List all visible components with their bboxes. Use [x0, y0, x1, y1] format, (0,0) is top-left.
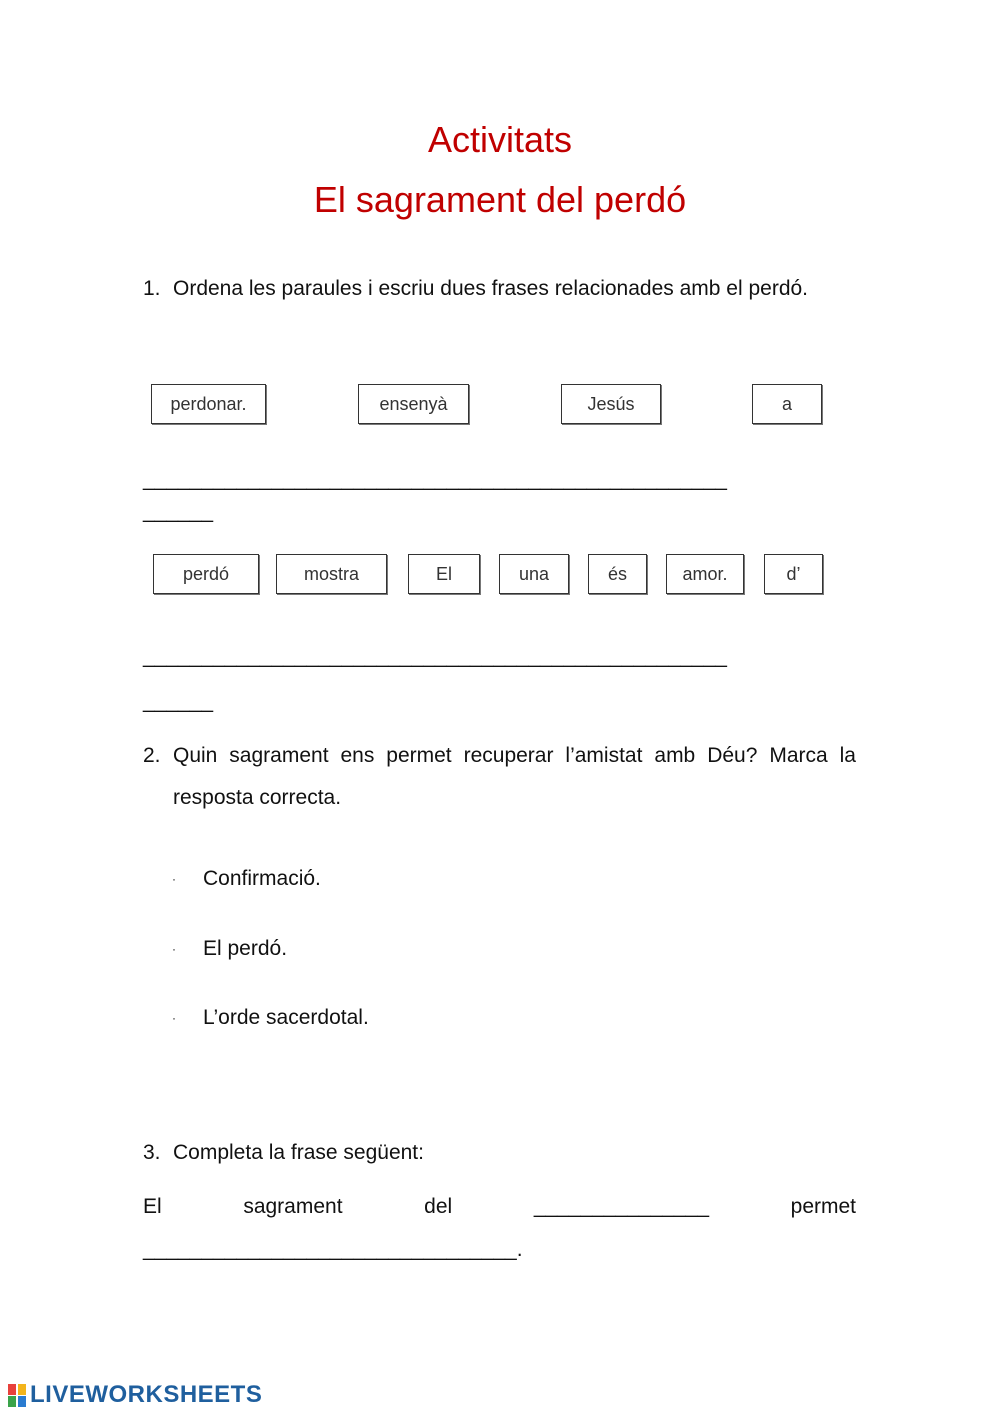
liveworksheets-logo-icon — [8, 1382, 28, 1408]
question-3-text: Completa la frase següent: — [173, 1141, 424, 1164]
question-2 — [143, 735, 856, 819]
word-tile[interactable]: ensenyà — [358, 384, 469, 424]
question-1 — [143, 268, 856, 310]
bullet-icon: · — [172, 872, 176, 887]
answer-line[interactable]: __________________________________________________ — [143, 645, 727, 668]
option-label: El perdó. — [203, 937, 288, 961]
blank-2[interactable]: ________________________________ — [143, 1238, 517, 1261]
answer-line[interactable]: ______ — [143, 690, 214, 713]
option-confirmacio[interactable] — [172, 866, 321, 892]
answer-line[interactable]: __________________________________________________ — [143, 468, 727, 491]
sentence-word: del — [424, 1195, 453, 1218]
word-tile[interactable]: una — [499, 554, 569, 594]
sentence-word: sagrament — [243, 1195, 343, 1218]
word-tile[interactable]: d’ — [764, 554, 823, 594]
option-label: Confirmació. — [203, 867, 321, 891]
question-2-number: 2. — [143, 744, 161, 767]
question-2-text: Quin sagrament ens permet recuperar l’amistat amb Déu? Marca la resposta correcta. — [173, 744, 856, 809]
page-subtitle: El sagrament del perdó — [313, 179, 687, 220]
word-tile[interactable]: perdó — [153, 554, 259, 594]
question-3-number: 3. — [143, 1141, 161, 1164]
footer-brand[interactable] — [8, 1381, 262, 1409]
word-tile[interactable]: El — [408, 554, 480, 594]
fill-sentence-line-2 — [143, 1238, 523, 1262]
sentence-word: El — [143, 1195, 162, 1218]
word-tile[interactable]: és — [588, 554, 647, 594]
word-tile[interactable]: Jesús — [561, 384, 661, 424]
sentence-end: . — [516, 1238, 523, 1261]
brand-name: LIVEWORKSHEETS — [30, 1381, 263, 1408]
option-orde-sacerdotal[interactable] — [172, 1005, 369, 1031]
page-title: Activitats — [427, 119, 573, 160]
bullet-icon: · — [172, 942, 176, 957]
question-1-text: Ordena les paraules i escriu dues frases relacionades amb el perdó. — [173, 277, 809, 300]
blank-1[interactable]: _______________ — [533, 1195, 710, 1218]
word-tile[interactable]: perdonar. — [151, 384, 266, 424]
answer-line[interactable]: ______ — [143, 500, 214, 523]
fill-sentence — [143, 1193, 856, 1221]
word-tile[interactable]: amor. — [666, 554, 744, 594]
word-tile[interactable]: mostra — [276, 554, 387, 594]
option-label: L’orde sacerdotal. — [203, 1006, 369, 1030]
bullet-icon: · — [172, 1011, 176, 1026]
question-3 — [143, 1132, 856, 1174]
option-el-perdo[interactable] — [172, 936, 287, 962]
question-1-number: 1. — [143, 277, 161, 300]
word-tile[interactable]: a — [752, 384, 822, 424]
sentence-word: permet — [790, 1195, 856, 1218]
